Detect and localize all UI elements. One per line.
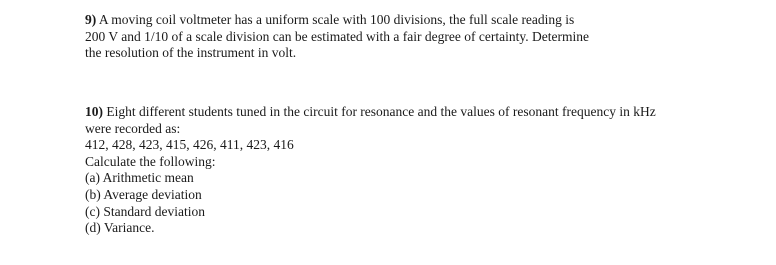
question-9: [85, 12, 725, 62]
question-10-line-2: were recorded as:: [85, 120, 181, 136]
question-9-line-1: [85, 12, 725, 29]
question-9-number: 9): [85, 12, 97, 27]
part-c: (c) Standard deviation: [85, 203, 205, 219]
part-b: (b) Average deviation: [85, 186, 202, 202]
frequency-values: 412, 428, 423, 415, 426, 411, 423, 416: [85, 137, 294, 153]
question-9-line-2: 200 V and 1/10 of a scale division can be estimated with a fair degree of certainty. Determine: [85, 28, 589, 44]
question-10-text-1: Eight different students tuned in the circuit for resonance and the values of resonant frequency in kHz: [106, 104, 656, 119]
part-a: (a) Arithmetic mean: [85, 170, 194, 186]
question-10: [85, 104, 755, 237]
question-10-number: 10): [85, 104, 103, 119]
part-d: (d) Variance.: [85, 220, 155, 236]
question-9-line-3: the resolution of the instrument in volt.: [85, 45, 297, 61]
question-10-line-1: [85, 104, 755, 121]
question-10-instruction: Calculate the following:: [85, 153, 216, 169]
question-9-text-1: A moving coil voltmeter has a uniform scale with 100 divisions, the full scale reading is: [98, 12, 575, 27]
